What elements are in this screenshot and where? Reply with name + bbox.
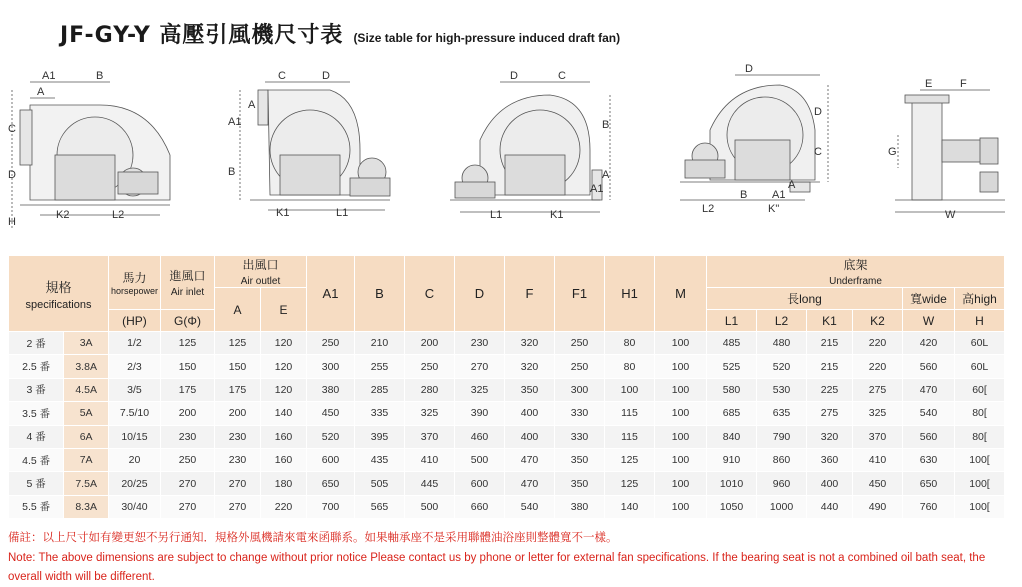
table-cell: 470 (903, 378, 955, 401)
fan-drawing-3 (440, 60, 620, 245)
table-cell: 100 (655, 332, 707, 355)
header-spec: 規格 specifications (9, 256, 109, 332)
table-cell: 125 (605, 448, 655, 471)
fan-diagram-3 (440, 60, 620, 245)
table-cell: 3.5 番 (9, 402, 64, 425)
table-cell: 100 (655, 355, 707, 378)
header-d: D (455, 256, 505, 332)
table-cell: 420 (903, 332, 955, 355)
table-cell: 225 (807, 378, 853, 401)
header-k1: K1 (807, 310, 853, 332)
table-cell: 200 (215, 402, 261, 425)
table-cell: 160 (261, 425, 307, 448)
note-zh: 備註：以上尺寸如有變更恕不另行通知．規格外風機請來電來函聯系。如果軸承座不是采用聯體油浴座則整體寬不一樣。 (8, 532, 618, 544)
table-cell: 220 (853, 332, 903, 355)
label-k2: K2 (56, 209, 70, 221)
fan-drawing-4 (660, 60, 840, 245)
header-h: H (955, 310, 1005, 332)
header-m: M (655, 256, 707, 332)
table-cell: 530 (757, 378, 807, 401)
fan-diagram-5 (880, 60, 1015, 245)
table-cell: 440 (807, 495, 853, 518)
label-a1: A1 (772, 189, 786, 201)
table-cell: 275 (853, 378, 903, 401)
header-inlet: 進風口 Air inlet (161, 256, 215, 310)
table-cell: 120 (261, 355, 307, 378)
diagram-strip (0, 60, 1022, 245)
table-cell: 80[ (955, 402, 1005, 425)
label-c: C (278, 70, 286, 82)
table-cell: 270 (161, 472, 215, 495)
table-cell: 630 (903, 448, 955, 471)
header-outlet: 出風口 Air outlet (215, 256, 307, 288)
table-cell: 30/40 (108, 495, 160, 518)
table-cell: 500 (455, 448, 505, 471)
table-cell: 380 (555, 495, 605, 518)
label-d: D (510, 70, 518, 82)
table-cell: 230 (455, 332, 505, 355)
table-cell: 1000 (757, 495, 807, 518)
table-cell: 270 (161, 495, 215, 518)
table-cell: 400 (505, 402, 555, 425)
table-cell: 395 (355, 425, 405, 448)
table-cell: 8.3A (64, 495, 109, 518)
page-title: JF-GY-Y 高壓引風機尺寸表 (60, 23, 344, 48)
table-cell: 100 (655, 448, 707, 471)
label-l2: L2 (702, 203, 715, 215)
note-en: Note: The above dimensions are subject to change without prior notice Please contact us by phone or letter for external fan specifications. If the bearing seat is not a combined oil bath seat, the overall width will be different. (8, 552, 986, 583)
table-cell: 3.8A (64, 355, 109, 378)
table-cell: 100 (655, 495, 707, 518)
label-e: E (925, 78, 933, 90)
header-f: F (505, 256, 555, 332)
label-f: F (960, 78, 967, 90)
table-cell: 255 (355, 355, 405, 378)
table-cell: 100[ (955, 472, 1005, 495)
table-cell: 60L (955, 332, 1005, 355)
table-cell: 270 (215, 495, 261, 518)
table-cell: 450 (307, 402, 355, 425)
table-cell: 60[ (955, 378, 1005, 401)
table-row (9, 495, 1005, 518)
table-cell: 635 (757, 402, 807, 425)
label-l1: L1 (490, 209, 503, 221)
table-cell: 150 (215, 355, 261, 378)
header-underframe: 底架 Underframe (707, 256, 1005, 288)
table-cell: 1050 (707, 495, 757, 518)
table-cell: 685 (707, 402, 757, 425)
table-cell: 3A (64, 332, 109, 355)
table-cell: 5 番 (9, 472, 64, 495)
table-cell: 525 (707, 355, 757, 378)
table-cell: 350 (555, 472, 605, 495)
table-cell: 270 (455, 355, 505, 378)
table-cell: 7.5A (64, 472, 109, 495)
fan-drawing-1 (0, 60, 180, 245)
table-cell: 230 (161, 425, 215, 448)
table-cell: 80 (605, 332, 655, 355)
table-cell: 325 (405, 402, 455, 425)
table-cell: 250 (555, 355, 605, 378)
table-cell: 490 (853, 495, 903, 518)
table-cell: 300 (307, 355, 355, 378)
table-cell: 250 (307, 332, 355, 355)
table-cell: 5A (64, 402, 109, 425)
table-row (9, 332, 1005, 355)
label-k: K" (768, 203, 780, 215)
table-cell: 230 (215, 425, 261, 448)
table-cell: 330 (555, 425, 605, 448)
table-cell: 700 (307, 495, 355, 518)
table-cell: 410 (853, 448, 903, 471)
table-cell: 470 (505, 448, 555, 471)
header-c: C (405, 256, 455, 332)
table-cell: 600 (307, 448, 355, 471)
table-cell: 120 (261, 378, 307, 401)
table-cell: 2.5 番 (9, 355, 64, 378)
table-cell: 2/3 (108, 355, 160, 378)
table-cell: 285 (355, 378, 405, 401)
table-cell: 3/5 (108, 378, 160, 401)
table-cell: 320 (505, 355, 555, 378)
table-cell: 215 (807, 355, 853, 378)
table-cell: 60L (955, 355, 1005, 378)
label-d: D (8, 169, 16, 181)
table-cell: 860 (757, 448, 807, 471)
label-k1: K1 (276, 207, 290, 219)
label-g: G (888, 146, 897, 158)
table-cell: 20/25 (108, 472, 160, 495)
table-cell: 435 (355, 448, 405, 471)
table-cell: 275 (807, 402, 853, 425)
table-cell: 180 (261, 472, 307, 495)
table-cell: 400 (807, 472, 853, 495)
fan-diagram-4 (660, 60, 840, 245)
label-c: C (814, 146, 822, 158)
table-cell: 150 (161, 355, 215, 378)
table-cell: 100[ (955, 448, 1005, 471)
header-a1: A1 (307, 256, 355, 332)
label-l1: L1 (336, 207, 349, 219)
table-cell: 660 (455, 495, 505, 518)
label-a: A (248, 99, 256, 111)
table-cell: 320 (807, 425, 853, 448)
table-cell: 125 (605, 472, 655, 495)
table-cell: 560 (903, 425, 955, 448)
table-cell: 2 番 (9, 332, 64, 355)
label-a: A (788, 179, 796, 191)
table-cell: 480 (757, 332, 807, 355)
table-cell: 560 (903, 355, 955, 378)
table-cell: 7A (64, 448, 109, 471)
label-c: C (558, 70, 566, 82)
table-cell: 320 (505, 332, 555, 355)
table-cell: 760 (903, 495, 955, 518)
table-cell: 125 (215, 332, 261, 355)
table-cell: 100 (655, 402, 707, 425)
header-k2: K2 (853, 310, 903, 332)
table-cell: 380 (307, 378, 355, 401)
table-cell: 1010 (707, 472, 757, 495)
label-a1: A1 (590, 183, 604, 195)
table-cell: 840 (707, 425, 757, 448)
header-b: B (355, 256, 405, 332)
label-b: B (602, 119, 610, 131)
label-a1: A1 (42, 70, 56, 82)
table-cell: 160 (261, 448, 307, 471)
header-w: W (903, 310, 955, 332)
label-b: B (228, 166, 236, 178)
fan-drawing-5 (880, 60, 1015, 245)
table-cell: 140 (605, 495, 655, 518)
table-cell: 400 (505, 425, 555, 448)
header-l2: L2 (757, 310, 807, 332)
table-cell: 6A (64, 425, 109, 448)
dimension-table (8, 255, 1005, 519)
table-cell: 360 (807, 448, 853, 471)
label-c: C (8, 123, 16, 135)
table-cell: 565 (355, 495, 405, 518)
header-inlet-g: G(Φ) (161, 310, 215, 332)
label-b: B (740, 189, 748, 201)
label-d-vert: D (814, 106, 822, 118)
table-cell: 790 (757, 425, 807, 448)
table-cell: 200 (405, 332, 455, 355)
label-b: B (96, 70, 104, 82)
table-cell: 5.5 番 (9, 495, 64, 518)
table-cell: 3 番 (9, 378, 64, 401)
label-d: D (745, 63, 753, 75)
header-outlet-a: A (215, 288, 261, 332)
table-cell: 10/15 (108, 425, 160, 448)
table-cell: 125 (161, 332, 215, 355)
table-cell: 370 (405, 425, 455, 448)
label-d: D (322, 70, 330, 82)
table-cell: 280 (405, 378, 455, 401)
fan-drawing-2 (210, 60, 410, 245)
header-outlet-e: E (261, 288, 307, 332)
table-cell: 7.5/10 (108, 402, 160, 425)
title-row (60, 18, 620, 46)
table-cell: 960 (757, 472, 807, 495)
table-row (9, 425, 1005, 448)
table-cell: 505 (355, 472, 405, 495)
table-cell: 175 (215, 378, 261, 401)
label-a: A (37, 86, 45, 98)
table-cell: 445 (405, 472, 455, 495)
table-cell: 600 (455, 472, 505, 495)
notes (8, 528, 1014, 587)
header-long: 長long (707, 288, 903, 310)
table-cell: 4.5A (64, 378, 109, 401)
table-cell: 330 (555, 402, 605, 425)
table-cell: 100 (655, 425, 707, 448)
table-cell: 650 (903, 472, 955, 495)
table-cell: 175 (161, 378, 215, 401)
table-cell: 80 (605, 355, 655, 378)
table-cell: 350 (505, 378, 555, 401)
table-cell: 1/2 (108, 332, 160, 355)
table-row (9, 378, 1005, 401)
label-a: A (602, 169, 610, 181)
table-cell: 270 (215, 472, 261, 495)
header-l1: L1 (707, 310, 757, 332)
table-cell: 390 (455, 402, 505, 425)
table-cell: 220 (261, 495, 307, 518)
label-k1: K1 (550, 209, 564, 221)
table-cell: 100 (655, 378, 707, 401)
table-cell: 460 (455, 425, 505, 448)
table-cell: 115 (605, 425, 655, 448)
table-cell: 500 (405, 495, 455, 518)
header-f1: F1 (555, 256, 605, 332)
table-body (9, 332, 1005, 519)
table-cell: 650 (307, 472, 355, 495)
page-subtitle: (Size table for high-pressure induced draft fan) (353, 31, 621, 45)
table-cell: 540 (903, 402, 955, 425)
table-cell: 450 (853, 472, 903, 495)
table-cell: 215 (807, 332, 853, 355)
table-row (9, 448, 1005, 471)
table-cell: 20 (108, 448, 160, 471)
table-cell: 250 (555, 332, 605, 355)
table-cell: 80[ (955, 425, 1005, 448)
table-cell: 120 (261, 332, 307, 355)
table-cell: 100 (605, 378, 655, 401)
table-cell: 4 番 (9, 425, 64, 448)
table-cell: 910 (707, 448, 757, 471)
table-cell: 350 (555, 448, 605, 471)
table-cell: 580 (707, 378, 757, 401)
table-cell: 325 (853, 402, 903, 425)
label-h: H (8, 216, 16, 228)
table-cell: 250 (405, 355, 455, 378)
table-cell: 520 (757, 355, 807, 378)
table-cell: 300 (555, 378, 605, 401)
table-cell: 370 (853, 425, 903, 448)
fan-diagram-2 (210, 60, 410, 245)
table-cell: 410 (405, 448, 455, 471)
table-cell: 540 (505, 495, 555, 518)
table-cell: 485 (707, 332, 757, 355)
label-w: W (945, 209, 956, 221)
table-cell: 520 (307, 425, 355, 448)
table-row (9, 472, 1005, 495)
table-cell: 210 (355, 332, 405, 355)
table-cell: 470 (505, 472, 555, 495)
label-a1: A1 (228, 116, 242, 128)
table-row (9, 355, 1005, 378)
table-cell: 100 (655, 472, 707, 495)
header-high: 高high (955, 288, 1005, 310)
table-row (9, 402, 1005, 425)
table-cell: 4.5 番 (9, 448, 64, 471)
table-cell: 115 (605, 402, 655, 425)
table-cell: 140 (261, 402, 307, 425)
header-hp: 馬力 horsepower (108, 256, 160, 310)
table-cell: 200 (161, 402, 215, 425)
table-cell: 250 (161, 448, 215, 471)
fan-diagram-1 (0, 60, 180, 245)
table-cell: 325 (455, 378, 505, 401)
label-l2: L2 (112, 209, 125, 221)
table-cell: 100[ (955, 495, 1005, 518)
header-h1: H1 (605, 256, 655, 332)
table-cell: 220 (853, 355, 903, 378)
table-cell: 230 (215, 448, 261, 471)
table-cell: 335 (355, 402, 405, 425)
header-hp-unit: (HP) (108, 310, 160, 332)
header-wide: 寬wide (903, 288, 955, 310)
